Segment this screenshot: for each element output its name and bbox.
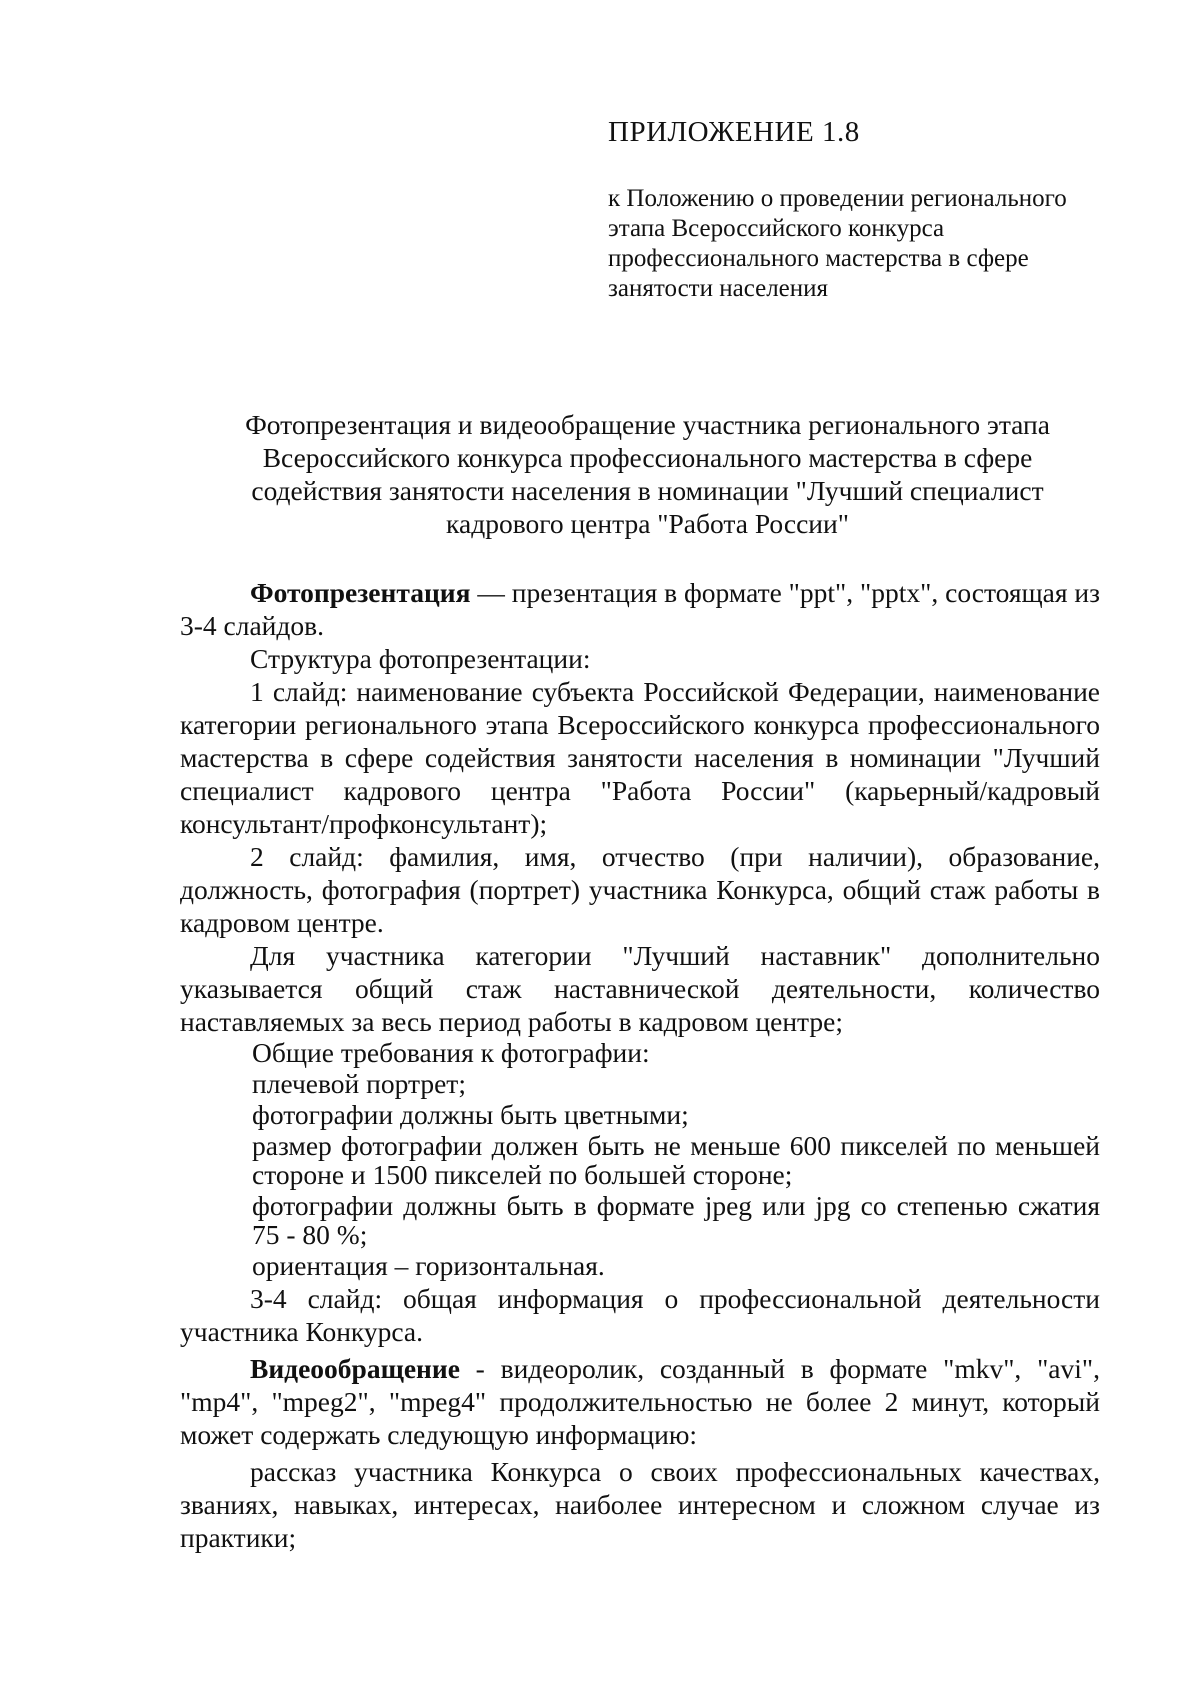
photo-definition: — презентация в формате "ppt", "pptx", состоящая из 3-4 слайдов. [180,577,1100,641]
structure-heading: Структура фотопрезентации: [250,643,591,674]
video-definition-paragraph [180,1352,1100,1451]
video-definition: - видеоролик, созданный в формате "mkv", "avi", "mp4", "mpeg2", "mpeg4" продолжительностью не более 2 минут, который может содержать следующую информацию: [180,1353,1100,1450]
slide-1-paragraph: 1 слайд: наименование субъекта Российской Федерации, наименование категории регионального этапа Всероссийского конкурса профессионального мастерства в сфере содействия занятости населения в номинации "Лучший специалист кадрового центра "Работа России" (карьерный/кадровый консультант/профконсультант); [180,676,1100,839]
photo-definition-paragraph [180,576,1100,642]
slide-3-4-paragraph: 3-4 слайд: общая информация о профессиональной деятельности участника Конкурса. [180,1283,1100,1347]
mentor-note-paragraph: Для участника категории "Лучший наставник" дополнительно указывается общий стаж наставнической деятельности, количество наставляемых за весь период работы в кадровом центре; [180,940,1100,1037]
requirement-item: фотографии должны быть в формате jpeg или jpg со степенью сжатия 75 - 80 %; [252,1190,1100,1250]
photo-term: Фотопрезентация [250,577,471,608]
video-term: Видеообращение [250,1353,460,1384]
requirement-item: плечевой портрет; [252,1068,466,1099]
requirement-item: ориентация – горизонтальная. [252,1250,605,1281]
document-title: Фотопрезентация и видеообращение участника регионального этапа Всероссийского конкурса профессионального мастерства в сфере содействия занятости населения в номинации "Лучший специалист кадрового центра "Работа России" [245,409,1050,539]
requirement-item: размер фотографии должен быть не меньше 600 пикселей по меньшей стороне и 1500 пикселей по большей стороне; [252,1130,1100,1190]
appendix-reference: к Положению о проведении регионального этапа Всероссийского конкурса профессионального мастерства в сфере занятости населения [608,185,1067,302]
video-item-1: рассказ участника Конкурса о своих профессиональных качествах, званиях, навыках, интересах, наиболее интересном и сложном случае из практики; [180,1456,1100,1553]
requirement-item: фотографии должны быть цветными; [252,1099,689,1130]
document-body [180,576,1100,1554]
slide-2-paragraph: 2 слайд: фамилия, имя, отчество (при наличии), образование, должность, фотография (портрет) участника Конкурса, общий стаж работы в кадровом центре. [180,841,1100,938]
appendix-title: ПРИЛОЖЕНИЕ 1.8 [608,116,860,148]
photo-requirements-list [180,1038,1100,1280]
requirements-heading: Общие требования к фотографии: [252,1037,650,1068]
